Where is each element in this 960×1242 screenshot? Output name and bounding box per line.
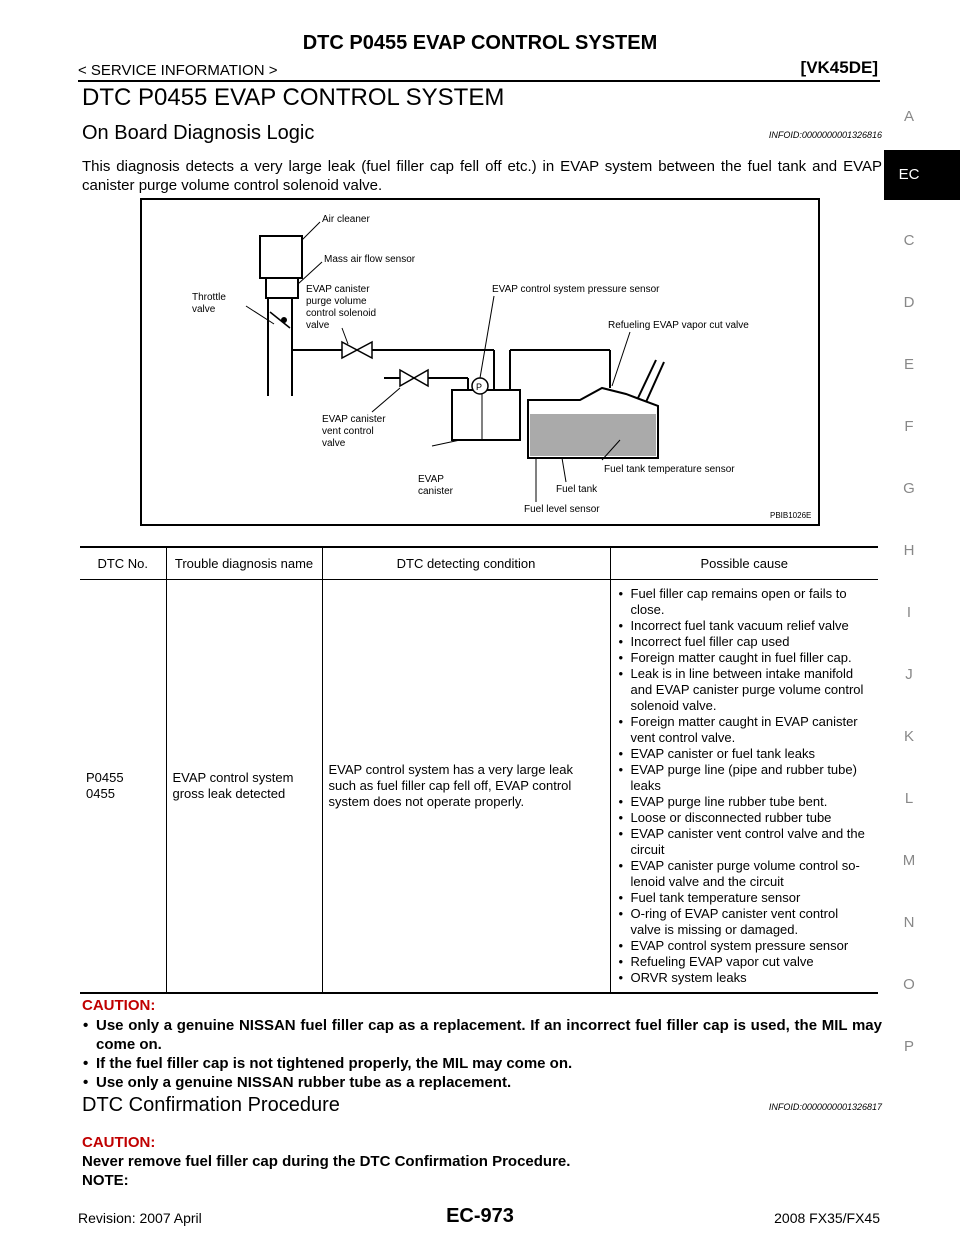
label-vent-2: vent control <box>322 426 374 437</box>
confirm-caution-text: Never remove fuel filler cap during the DTC Confirmation Procedure. <box>82 1153 571 1170</box>
list-item: • EVAP purge line rubber tube bent. <box>617 794 873 810</box>
tab-p[interactable]: P <box>903 1038 914 1055</box>
list-item: • EVAP canister purge volume control so-lenoid valve and the circuit <box>617 858 873 890</box>
list-item: • EVAP canister vent control valve and the circuit <box>617 826 873 858</box>
air-cleaner-shape <box>260 236 302 278</box>
caution-item: • If the fuel filler cap is not tightened properly, the MIL may come on. <box>82 1054 882 1073</box>
section-index-sidebar <box>884 0 960 1242</box>
tab-c[interactable]: C <box>903 232 915 249</box>
fuel-level-fill <box>530 414 656 456</box>
tab-l[interactable]: L <box>904 790 914 807</box>
label-fuel-level: Fuel level sensor <box>524 504 600 515</box>
list-item: • Foreign matter caught in EVAP canister vent control valve. <box>617 714 873 746</box>
tab-o[interactable]: O <box>903 976 915 993</box>
dtc-table <box>80 546 878 994</box>
diagram-code: PBIB1026E <box>770 511 812 520</box>
obd-infoid: INFOID:0000000001326816 <box>768 130 882 140</box>
table-row <box>80 580 878 994</box>
label-purge-2: purge volume <box>306 296 367 307</box>
footer-revision: Revision: 2007 April <box>78 1210 202 1226</box>
label-purge-1: EVAP canister <box>306 284 370 295</box>
col-possible-cause: Possible cause <box>610 547 878 580</box>
dtc-code: P0455 <box>86 770 124 785</box>
tab-n[interactable]: N <box>903 914 915 931</box>
engine-code: [VK45DE] <box>800 58 878 77</box>
caution-item: • Use only a genuine NISSAN rubber tube as a replacement. <box>82 1073 882 1092</box>
list-item: • Fuel filler cap remains open or fails to close. <box>617 586 873 618</box>
breadcrumb[interactable]: < SERVICE INFORMATION > <box>78 62 278 79</box>
diagnosis-name-1: EVAP control system <box>172 770 294 785</box>
label-p: P <box>476 382 483 392</box>
tab-e[interactable]: E <box>903 356 914 373</box>
cell-dtc-no <box>80 580 166 994</box>
tab-j[interactable]: J <box>905 666 913 683</box>
tab-ec-active[interactable] <box>884 150 960 200</box>
label-throttle-1: Throttle <box>192 292 226 303</box>
tab-g[interactable]: G <box>903 480 915 497</box>
tab-m[interactable]: M <box>902 852 916 869</box>
label-throttle-2: valve <box>192 304 216 315</box>
list-item: • EVAP control system pressure sensor <box>617 938 873 954</box>
maf-sensor-shape <box>266 278 298 298</box>
tab-k[interactable]: K <box>903 728 914 745</box>
label-purge-4: valve <box>306 320 330 331</box>
label-vent-1: EVAP canister <box>322 414 386 425</box>
note-label: NOTE: <box>82 1172 129 1189</box>
label-canister-2: canister <box>418 486 454 497</box>
caution-label: CAUTION: <box>82 997 156 1014</box>
confirm-title: DTC Confirmation Procedure <box>82 1094 340 1116</box>
list-item: • Loose or disconnected rubber tube <box>617 810 873 826</box>
col-dtc-no: DTC No. <box>80 547 166 580</box>
caution-list <box>82 1016 882 1092</box>
label-refuel-valve: Refueling EVAP vapor cut valve <box>608 320 749 331</box>
list-item: • EVAP purge line (pipe and rubber tube) leaks <box>617 762 873 794</box>
caution-item: • Use only a genuine NISSAN fuel filler cap as a replacement. If an incorrect fuel filler cap is used, the MIL may come on. <box>82 1016 882 1054</box>
tab-f[interactable]: F <box>904 418 914 435</box>
list-item: • Incorrect fuel tank vacuum relief valve <box>617 618 873 634</box>
label-maf: Mass air flow sensor <box>324 254 416 265</box>
obd-heading <box>82 122 882 145</box>
list-item: • Refueling EVAP vapor cut valve <box>617 954 873 970</box>
diagnosis-name-2: gross leak detected <box>172 786 286 801</box>
tab-a[interactable]: A <box>903 108 914 125</box>
label-fuel-temp: Fuel tank temperature sensor <box>604 464 735 475</box>
label-air-cleaner: Air cleaner <box>322 214 370 225</box>
list-item: • Fuel tank temperature sensor <box>617 890 873 906</box>
obd-description: This diagnosis detects a very large leak (fuel filler cap fell off etc.) in EVAP system between the fuel tank and EVAP canister purge volume control solenoid valve. <box>82 158 882 194</box>
page-header-title: DTC P0455 EVAP CONTROL SYSTEM <box>302 32 658 54</box>
tab-i[interactable]: I <box>906 604 912 621</box>
label-pressure-sensor: EVAP control system pressure sensor <box>492 284 660 295</box>
col-diagnosis-name: Trouble diagnosis name <box>166 547 322 580</box>
confirm-infoid: INFOID:0000000001326817 <box>768 1102 882 1112</box>
label-canister-1: EVAP <box>418 474 444 485</box>
footer-model: 2008 FX35/FX45 <box>774 1210 880 1226</box>
cause-list <box>617 586 873 986</box>
tab-ec-label: EC <box>898 166 920 183</box>
label-vent-3: valve <box>322 438 346 449</box>
cell-detecting-condition: EVAP control system has a very large leak such as fuel filler cap fell off, EVAP control system does not operate properly. <box>322 580 610 994</box>
obd-title: On Board Diagnosis Logic <box>82 122 315 144</box>
list-item: • EVAP canister or fuel tank leaks <box>617 746 873 762</box>
list-item: • O-ring of EVAP canister vent control valve is missing or damaged. <box>617 906 873 938</box>
cell-possible-cause <box>610 580 878 994</box>
dtc-code-short: 0455 <box>86 786 115 801</box>
list-item: • Incorrect fuel filler cap used <box>617 634 873 650</box>
evap-diagram-svg <box>142 200 818 524</box>
confirm-caution-label: CAUTION: <box>82 1134 156 1151</box>
canister-shape <box>452 390 520 440</box>
header-rule <box>78 80 880 82</box>
section-title: DTC P0455 EVAP CONTROL SYSTEM <box>82 84 505 111</box>
list-item: • Foreign matter caught in fuel filler cap. <box>617 650 873 666</box>
tab-d[interactable]: D <box>903 294 915 311</box>
col-detecting-condition: DTC detecting condition <box>322 547 610 580</box>
evap-system-diagram <box>140 198 820 526</box>
label-purge-3: control solenoid <box>306 308 377 319</box>
list-item: • Leak is in line between intake manifold and EVAP canister purge volume control solenoid valve. <box>617 666 873 714</box>
table-header-row <box>80 547 878 580</box>
label-fuel-tank: Fuel tank <box>556 484 598 495</box>
tab-h[interactable]: H <box>903 542 915 559</box>
confirm-heading <box>82 1094 882 1117</box>
footer-page-number: EC-973 <box>446 1205 514 1227</box>
list-item: • ORVR system leaks <box>617 970 873 986</box>
cell-diagnosis-name <box>166 580 322 994</box>
